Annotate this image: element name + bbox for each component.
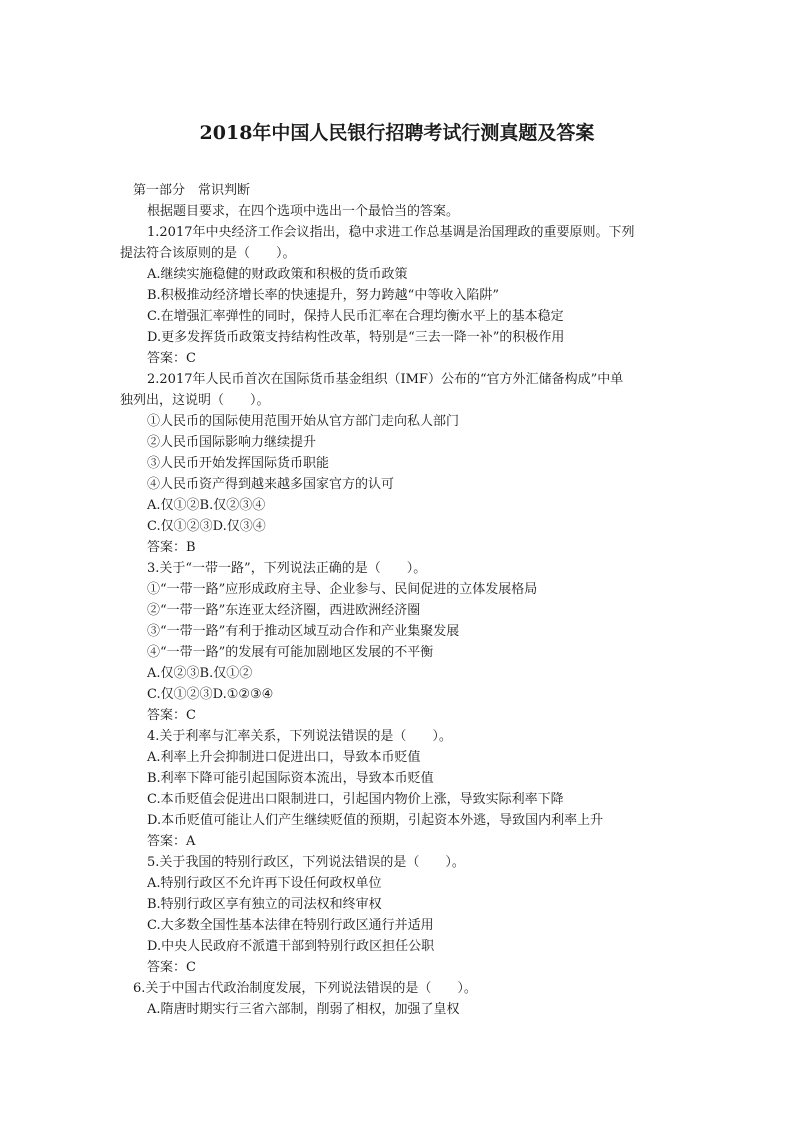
answer-option: C.在增强汇率弹性的同时，保持人民币汇率在合理均衡水平上的基本稳定: [147, 309, 564, 324]
answer-key: 答案：A: [147, 834, 196, 849]
answer-option: A.隋唐时期实行三省六部制，削弱了相权，加强了皇权: [147, 1002, 460, 1017]
statement-item: ③“一带一路”有利于推动区域互动合作和产业集聚发展: [147, 624, 460, 639]
answer-option: C.大多数全国性基本法律在特别行政区通行并适用: [147, 918, 434, 933]
answer-key: 答案：C: [147, 960, 196, 975]
answer-option: C.仅①②③D.①②③④: [147, 687, 274, 702]
statement-item: ②人民币国际影响力继续提升: [147, 435, 317, 450]
statement-item: ②“一带一路”东连亚太经济圈，西进欧洲经济圈: [147, 603, 421, 618]
answer-option: D.本币贬值可能让人们产生继续贬值的预期，引起资本外逃，导致国内利率上升: [147, 813, 604, 828]
question-stem: 2.2017年人民币首次在国际货币基金组织（IMF）公布的“官方外汇储备构成”中单: [147, 372, 624, 387]
question-stem: 1.2017年中央经济工作会议指出，稳中求进工作总基调是治国理政的重要原则。下列: [147, 225, 635, 240]
question-stem: 5.关于我国的特别行政区，下列说法错误的是（ ）。: [147, 855, 465, 870]
statement-item: ①人民币的国际使用范围开始从官方部门走向私人部门: [147, 414, 460, 429]
answer-key: 答案：B: [147, 540, 196, 555]
instruction-text: 根据题目要求，在四个选项中选出一个最恰当的答案。: [147, 204, 460, 219]
answer-key: 答案：C: [147, 708, 196, 723]
statement-item: ④人民币资产得到越来越多国家官方的认可: [147, 477, 395, 492]
question-stem: 独列出，这说明（ ）。: [120, 393, 270, 408]
answer-key: 答案：C: [147, 351, 196, 366]
answer-option: D.更多发挥货币政策支持结构性改革，特别是“三去一降一补”的积极作用: [147, 330, 565, 345]
statement-item: ④“一带一路”的发展有可能加剧地区发展的不平衡: [147, 645, 434, 660]
answer-option: B.利率下降可能引起国际资本流出，导致本币贬值: [147, 771, 434, 786]
question-stem: 6.关于中国古代政治制度发展，下列说法错误的是（ ）。: [133, 981, 477, 996]
answer-option: A.仅①②B.仅②③④: [147, 498, 266, 513]
question-stem: 提法符合该原则的是（ ）。: [120, 246, 296, 261]
statement-item: ①“一带一路”应形成政府主导、企业参与、民间促进的立体发展格局: [147, 582, 538, 597]
answer-option: A.仅②③B.仅①②: [147, 666, 253, 681]
section-heading: 第一部分 常识判断: [133, 183, 251, 198]
answer-option: C.本币贬值会促进出口限制进口，引起国内物价上涨，导致实际利率下降: [147, 792, 564, 807]
answer-option: D.中央人民政府不派遣干部到特别行政区担任公职: [147, 939, 435, 954]
answer-option: B.积极推动经济增长率的快速提升，努力跨越“中等收入陷阱”: [147, 288, 499, 303]
answer-option: A.继续实施稳健的财政政策和积极的货币政策: [147, 267, 408, 282]
document-title: 2018年中国人民银行招聘考试行测真题及答案: [199, 122, 595, 144]
statement-item: ③人民币开始发挥国际货币职能: [147, 456, 330, 471]
answer-option: C.仅①②③D.仅③④: [147, 519, 266, 534]
question-stem: 4.关于利率与汇率关系，下列说法错误的是（ ）。: [147, 729, 452, 744]
answer-option: A.利率上升会抑制进口促进出口，导致本币贬值: [147, 750, 421, 765]
answer-option: A.特别行政区不允许再下设任何政权单位: [147, 876, 382, 891]
answer-option: B.特别行政区享有独立的司法权和终审权: [147, 897, 382, 912]
question-stem: 3.关于“一带一路”，下列说法正确的是（ ）。: [147, 561, 427, 576]
